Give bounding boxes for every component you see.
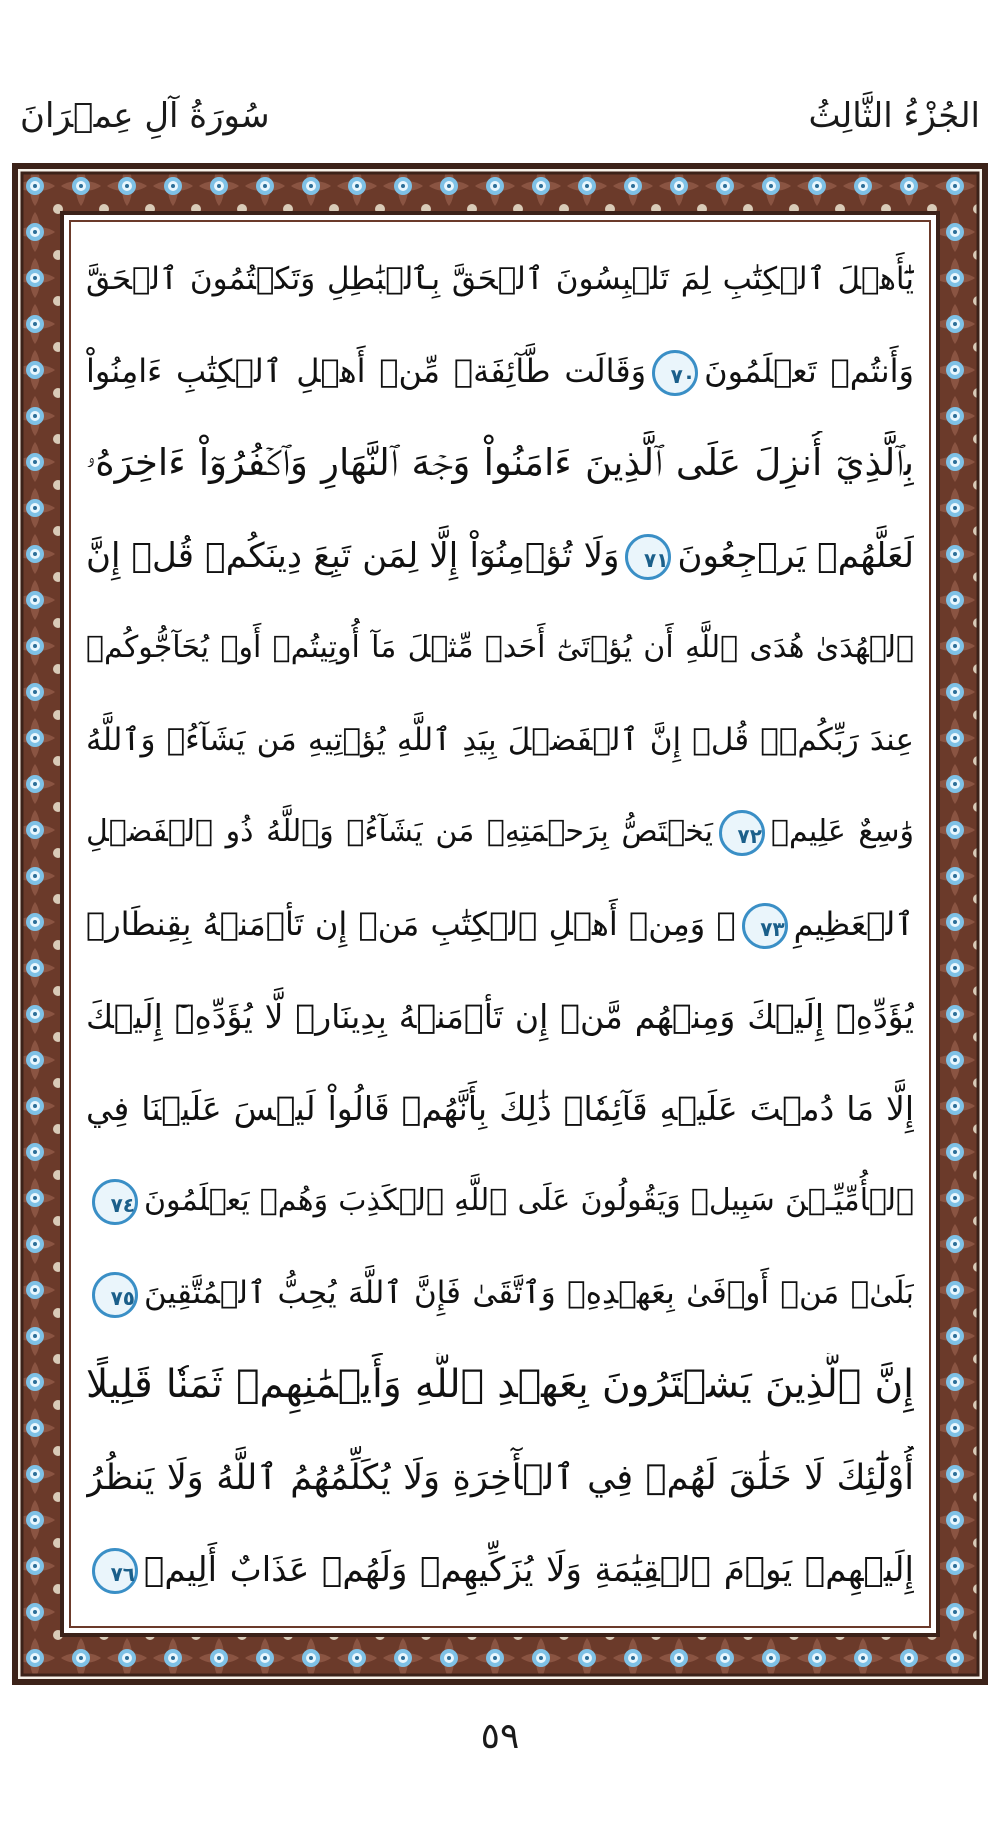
- verse-text: يَخۡتَصُّ بِرَحۡمَتِهِۦ مَن يَشَآءُۗ وَٱللَّهُ ذُو ٱلۡفَضۡلِ: [86, 814, 713, 850]
- ayah-number-marker: ٧٥: [92, 1272, 138, 1318]
- verse-text: وَلَا تُؤۡمِنُوٓاْ إِلَّا لِمَن تَبِعَ دِينَكُمۡ قُلۡ إِنَّ: [86, 535, 620, 576]
- text-line: [86, 985, 914, 1049]
- page-number: ٥٩: [480, 1716, 520, 1757]
- verse-text: وَٰسِعٌ عَلِيمٞ: [770, 814, 914, 850]
- verse-text: يَٰٓأَهۡلَ ٱلۡكِتَٰبِ لِمَ تَلۡبِسُونَ ٱلۡحَقَّ بِٱلۡبَٰطِلِ وَتَكۡتُمُونَ ٱلۡحَقَّ: [86, 261, 914, 297]
- text-line: [86, 524, 914, 588]
- text-line: [86, 1446, 914, 1510]
- ayah-number-marker: ٧٦: [92, 1548, 138, 1594]
- quran-text: [72, 229, 928, 1618]
- verse-text: بَلَىٰۚ مَنۡ أَوۡفَىٰ بِعَهۡدِهِۦ وَٱتَّقَىٰ فَإِنَّ ٱللَّهَ يُحِبُّ ٱلۡمُتَّقِينَ: [144, 1275, 914, 1312]
- ayah-number-marker: ٧٤: [92, 1179, 138, 1225]
- verse-text: لَعَلَّهُمۡ يَرۡجِعُونَ: [677, 535, 914, 576]
- text-line: [86, 1353, 914, 1417]
- verse-text: ٱلۡعَظِيمِ: [793, 905, 914, 944]
- verse-text: يُؤَدِّهِۦٓ إِلَيۡكَ وَمِنۡهُم مَّنۡ إِن تَأۡمَنۡهُ بِدِينَارٖ لَّا يُؤَدِّهِۦٓ إِلَيۡكَ: [86, 996, 914, 1036]
- text-line: [86, 800, 914, 864]
- verse-text: ٱلۡأُمِّيِّـۧنَ سَبِيلٞ وَيَقُولُونَ عَلَى ٱللَّهِ ٱلۡكَذِبَ وَهُمۡ يَعۡلَمُونَ: [144, 1183, 914, 1219]
- text-line: [86, 1169, 914, 1233]
- verse-text: إِنَّ ٱلَّذِينَ يَشۡتَرُونَ بِعَهۡدِ ٱللَّهِ وَأَيۡمَٰنِهِمۡ ثَمَنٗا قَلِيلًا: [86, 1362, 914, 1408]
- verse-text: إِلَيۡهِمۡ يَوۡمَ ٱلۡقِيَٰمَةِ وَلَا يُزَكِّيهِمۡ وَلَهُمۡ عَذَابٌ أَلِيمٞ: [144, 1549, 914, 1590]
- verse-text: إِلَّا مَا دُمۡتَ عَلَيۡهِ قَآئِمٗاۗ ذَٰلِكَ بِأَنَّهُمۡ قَالُواْ لَيۡسَ عَلَيۡنَا فِي: [86, 1088, 914, 1128]
- surah-title: سُورَةُ آلِ عِمۡرَانَ: [20, 96, 270, 136]
- verse-text: عِندَ رَبِّكُمۡۗ قُلۡ إِنَّ ٱلۡفَضۡلَ بِيَدِ ٱللَّهِ يُؤۡتِيهِ مَن يَشَآءُۗ وَٱللَّهُ: [86, 722, 914, 759]
- verse-text: وَقَالَت طَّآئِفَةٞ مِّنۡ أَهۡلِ ٱلۡكِتَٰبِ ءَامِنُواْ: [86, 352, 647, 391]
- verse-text: ٱلۡهُدَىٰ هُدَى ٱللَّهِ أَن يُؤۡتَىٰٓ أَحَدٞ مِّثۡلَ مَآ أُوتِيتُمۡ أَوۡ يُحَآجُّوكُمۡ: [86, 629, 914, 665]
- text-line: [86, 1261, 914, 1325]
- text-line: [86, 892, 914, 956]
- ayah-number-marker: ٧٣: [742, 903, 788, 949]
- text-line: [86, 708, 914, 772]
- ayah-number-marker: ٧١: [625, 534, 671, 580]
- text-line: [86, 339, 914, 403]
- ayah-number-marker: ٧٠: [652, 350, 698, 396]
- text-line: [86, 431, 914, 495]
- text-line: [86, 1538, 914, 1602]
- juz-title: الجُزْءُ الثَّالِثُ: [808, 96, 980, 136]
- verse-text: أُوْلَٰٓئِكَ لَا خَلَٰقَ لَهُمۡ فِي ٱلۡأٓخِرَةِ وَلَا يُكَلِّمُهُمُ ٱللَّهُ وَلَا يَنظُرُ: [86, 1457, 914, 1498]
- verse-text: بِٱلَّذِيٓ أُنزِلَ عَلَى ٱلَّذِينَ ءَامَنُواْ وَجۡهَ ٱلنَّهَارِ وَٱكۡفُرُوٓاْ ءَاخِرَهُۥ: [86, 441, 914, 485]
- text-line: [86, 1077, 914, 1141]
- ayah-number-marker: ٧٢: [719, 810, 765, 856]
- verse-text: ۞ وَمِنۡ أَهۡلِ ٱلۡكِتَٰبِ مَنۡ إِن تَأۡمَنۡهُ بِقِنطَارٖ: [86, 905, 736, 944]
- text-line: [86, 247, 914, 311]
- text-line: [86, 616, 914, 680]
- verse-text: وَأَنتُمۡ تَعۡلَمُونَ: [704, 352, 914, 391]
